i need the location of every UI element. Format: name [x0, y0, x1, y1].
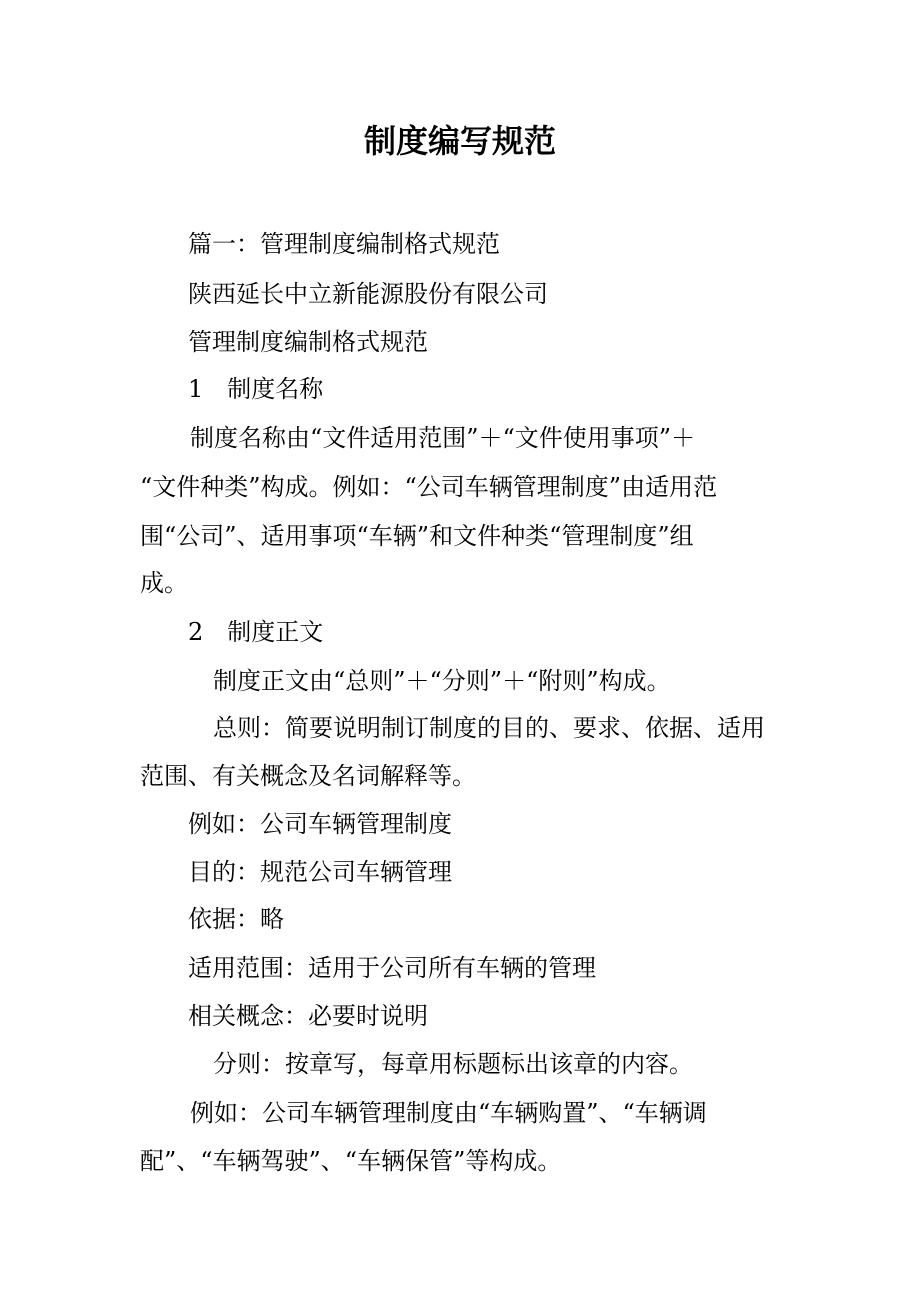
section-heading: 2 制度正文 [188, 618, 324, 646]
text-line: 总则：简要说明制订制度的目的、要求、依据、适用 [213, 714, 765, 742]
text-line: 目的：规范公司车辆管理 [188, 858, 452, 886]
document-title: 制度编写规范 [363, 122, 556, 160]
text-line: 围“公司”、适用事项“车辆”和文件种类“管理制度”组 [140, 522, 694, 550]
text-line: 制度正文由“总则”＋“分则”＋“附则”构成。 [213, 667, 671, 695]
text-line: 成。 [140, 569, 188, 597]
text-line: 例如：公司车辆管理制度 [188, 810, 452, 838]
text-line: 管理制度编制格式规范 [188, 328, 428, 356]
text-line: “文件种类”构成。例如：“公司车辆管理制度”由适用范 [140, 473, 718, 501]
text-line: 配”、“车辆驾驶”、“车辆保管”等构成。 [140, 1147, 562, 1175]
text-line: 适用范围：适用于公司所有车辆的管理 [188, 954, 596, 982]
text-line: 例如：公司车辆管理制度由“车辆购置”、“车辆调 [190, 1099, 707, 1127]
text-line: 制度名称由“文件适用范围”＋“文件使用事项”＋ [190, 424, 696, 452]
text-line: 篇一：管理制度编制格式规范 [188, 230, 500, 258]
text-line: 分则：按章写，每章用标题标出该章的内容。 [213, 1050, 693, 1078]
text-line: 依据：略 [188, 905, 284, 933]
text-line: 陕西延长中立新能源股份有限公司 [188, 280, 548, 308]
text-line: 范围、有关概念及名词解释等。 [140, 762, 476, 790]
section-heading: 1 制度名称 [188, 375, 324, 403]
text-line: 相关概念：必要时说明 [188, 1002, 428, 1030]
